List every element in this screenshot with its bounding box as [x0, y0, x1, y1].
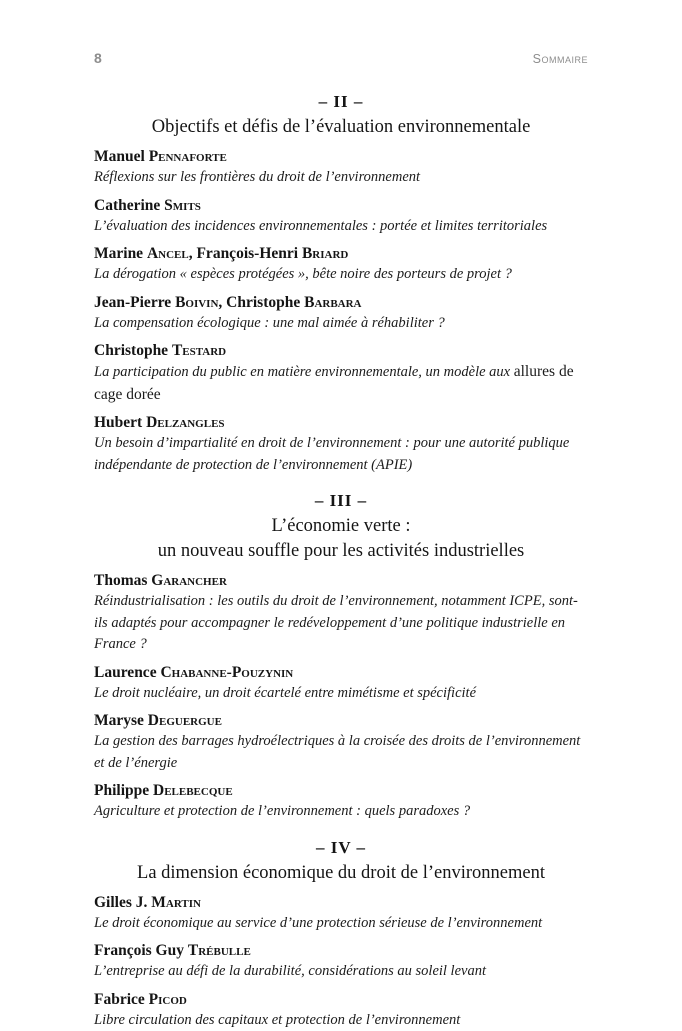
- entry-title-roman-text: allures de cage dorée: [94, 363, 574, 403]
- entry-title-text: L’évaluation des incidences environnementales : portée et limites territoriales: [94, 218, 547, 234]
- entry-authors: [94, 195, 588, 216]
- entry-title-text: Le droit nucléaire, un droit écartelé entre mimétisme et spécificité: [94, 685, 476, 701]
- author-last-name: Chabanne-Pouzynin: [160, 664, 293, 681]
- author-last-name: Pennaforte: [149, 148, 227, 165]
- author-last-name: Boivin: [175, 294, 218, 311]
- author-last-name: Picod: [149, 991, 187, 1008]
- section-iii: [94, 490, 588, 823]
- author-first-name: Fabrice: [94, 991, 149, 1008]
- section-iv-heading: [94, 837, 588, 886]
- author-last-name: Briard: [302, 245, 348, 262]
- author-first-name: François-Henri: [196, 245, 301, 262]
- author-separator: ,: [189, 245, 197, 262]
- author-last-name: Trébulle: [188, 942, 251, 959]
- section-iv: [94, 837, 588, 1031]
- author-first-name: Thomas: [94, 572, 151, 589]
- section-title: [94, 861, 588, 886]
- toc-entry: [94, 195, 588, 238]
- toc-entry: [94, 710, 588, 774]
- author-last-name: Barbara: [304, 294, 361, 311]
- author-first-name: Maryse: [94, 712, 148, 729]
- author-last-name: Martin: [151, 894, 201, 911]
- entry-title-text: Le droit économique au service d’une protection sérieuse de l’environnement: [94, 915, 542, 931]
- author-first-name: Gilles J.: [94, 894, 151, 911]
- toc-entry: [94, 146, 588, 189]
- toc-entry: [94, 940, 588, 983]
- section-iv-entries: [94, 892, 588, 1031]
- author-last-name: Testard: [172, 342, 226, 359]
- section-iii-entries: [94, 570, 588, 823]
- entry-authors: [94, 243, 588, 264]
- entry-title: [94, 591, 588, 656]
- section-title-line: un nouveau souffle pour les activités industrielles: [94, 539, 588, 564]
- author-last-name: Delebecque: [153, 782, 233, 799]
- running-header: [0, 0, 682, 66]
- entry-title: [94, 1010, 588, 1031]
- entry-title: [94, 433, 588, 476]
- toc-entry: [94, 412, 588, 476]
- section-numeral: – II –: [94, 91, 588, 113]
- toc-content: [0, 91, 682, 1031]
- entry-authors: [94, 892, 588, 913]
- toc-entry: [94, 243, 588, 286]
- toc-entry: [94, 340, 588, 406]
- entry-title: [94, 264, 588, 286]
- entry-authors: [94, 662, 588, 683]
- entry-authors: [94, 340, 588, 361]
- entry-title: [94, 216, 588, 238]
- section-numeral: – IV –: [94, 837, 588, 859]
- section-title: [94, 514, 588, 564]
- page-number: 8: [94, 50, 102, 66]
- entry-title-text: L’entreprise au défi de la durabilité, considérations au soleil levant: [94, 963, 486, 979]
- author-first-name: Philippe: [94, 782, 153, 799]
- entry-title: [94, 801, 588, 823]
- running-title: Sommaire: [533, 52, 588, 66]
- entry-authors: [94, 780, 588, 801]
- entry-title-text: La participation du public en matière environnementale, un modèle aux: [94, 364, 514, 380]
- author-last-name: Smits: [164, 197, 201, 214]
- author-first-name: Hubert: [94, 414, 146, 431]
- entry-title-text: Agriculture et protection de l’environnement : quels paradoxes ?: [94, 803, 470, 819]
- toc-entry: [94, 292, 588, 335]
- entry-authors: [94, 989, 588, 1010]
- author-first-name: Marine: [94, 245, 147, 262]
- author-separator: ,: [218, 294, 226, 311]
- toc-entry: [94, 989, 588, 1031]
- entry-title-text: La dérogation « espèces protégées », bête noire des porteurs de projet ?: [94, 266, 512, 282]
- entry-title-text: Réflexions sur les frontières du droit de l’environnement: [94, 169, 420, 185]
- author-first-name: Christophe: [226, 294, 304, 311]
- toc-entry: [94, 662, 588, 705]
- author-first-name: Manuel: [94, 148, 149, 165]
- entry-title-text: La compensation écologique : une mal aimée à réhabiliter ?: [94, 315, 445, 331]
- entry-authors: [94, 940, 588, 961]
- entry-title: [94, 313, 588, 335]
- entry-title: [94, 731, 588, 774]
- toc-entry: [94, 780, 588, 823]
- section-title-line: La dimension économique du droit de l’environnement: [94, 861, 588, 886]
- section-ii-entries: [94, 146, 588, 476]
- entry-title: [94, 961, 588, 983]
- author-last-name: Ancel: [147, 245, 189, 262]
- entry-title: [94, 913, 588, 935]
- entry-title-text: La gestion des barrages hydroélectriques à la croisée des droits de l’environnement et de l’énergie: [94, 733, 580, 771]
- author-last-name: Delzangles: [146, 414, 224, 431]
- toc-entry: [94, 570, 588, 656]
- entry-title-text: Un besoin d’impartialité en droit de l’environnement : pour une autorité publique indépendante de protection de l’environnement (APIE): [94, 435, 569, 473]
- author-last-name: Deguergue: [148, 712, 222, 729]
- section-title-line: Objectifs et défis de l’évaluation environnementale: [94, 115, 588, 140]
- author-first-name: Christophe: [94, 342, 172, 359]
- section-iii-heading: [94, 490, 588, 564]
- entry-authors: [94, 412, 588, 433]
- entry-title: [94, 361, 588, 406]
- author-first-name: François Guy: [94, 942, 188, 959]
- author-first-name: Jean-Pierre: [94, 294, 175, 311]
- entry-authors: [94, 570, 588, 591]
- entry-title: [94, 683, 588, 705]
- section-ii: [94, 91, 588, 476]
- entry-authors: [94, 146, 588, 167]
- section-ii-heading: [94, 91, 588, 140]
- entry-title: [94, 167, 588, 189]
- author-first-name: Catherine: [94, 197, 164, 214]
- entry-authors: [94, 292, 588, 313]
- entry-title-text: Réindustrialisation : les outils du droit de l’environnement, notamment ICPE, sont-ils adaptés pour accompagner le redéveloppement d’une politique industrielle en France ?: [94, 593, 578, 652]
- section-numeral: – III –: [94, 490, 588, 512]
- author-last-name: Garancher: [151, 572, 227, 589]
- toc-entry: [94, 892, 588, 935]
- entry-title-text: Libre circulation des capitaux et protection de l’environnement: [94, 1012, 460, 1028]
- entry-authors: [94, 710, 588, 731]
- author-first-name: Laurence: [94, 664, 160, 681]
- section-title-line: L’économie verte :: [94, 514, 588, 539]
- section-title: [94, 115, 588, 140]
